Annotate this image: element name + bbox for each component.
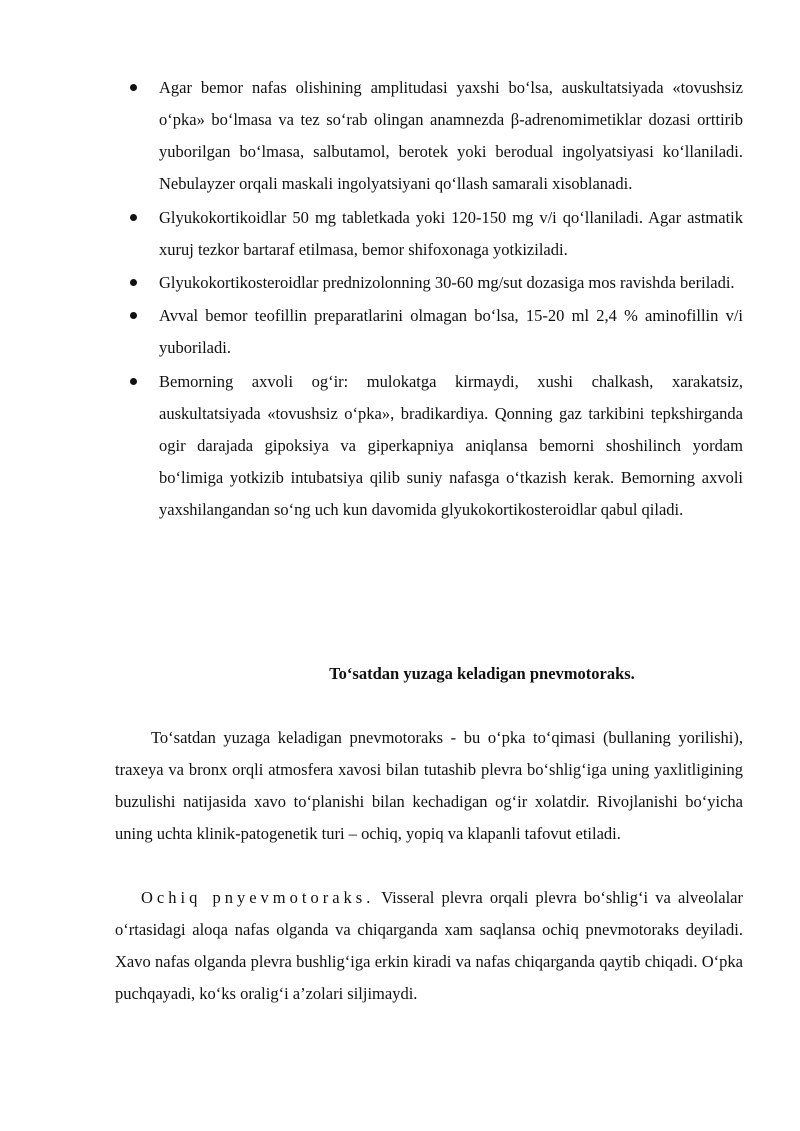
list-item-text: Bemorning axvoli og‘ir: mulokatga kirmaydi, xushi chalkash, xarakatsiz, auskultatsiyada «tovushsiz o‘pka», bradikardiya. Qonning gaz tarkibini tepkshirganda ogir darajada gipoksiya va giperkapniya aniqlansa bemorni shoshilinch yordam bo‘limiga yotkizib intubatsiya qilib suniy nafasga o‘tkazish kerak. Bemorning axvoli yaxshilangandan so‘ng uch kun davomida glyukokortikosteroidlar qabul qiladi. [159, 371, 743, 519]
section-heading: To‘satdan yuzaga keladigan pnevmotoraks. [329, 664, 635, 683]
list-item [118, 366, 743, 526]
list-item [118, 267, 743, 299]
paragraph-text: Visseral plevra orqali plevra bo‘shlig‘i va alveolalar o‘rtasidagi aloqa nafas olganda va chiqarganda xam saqlansa ochiq pnevmotoraks deyiladi. Xavo nafas olganda plevra bushlig‘iga erkin kiradi va nafas chiqarganda qaytib chiqadi. O‘pka puchqayadi, ko‘ks oralig‘i a’zolari siljimaydi. [115, 888, 743, 1003]
bullet-icon [130, 84, 137, 91]
bullet-icon [130, 312, 137, 319]
list-item-text: Glyukokortikosteroidlar prednizolonning 30-60 mg/sut dozasiga mos ravishda beriladi. [159, 272, 735, 292]
bullet-icon [130, 378, 137, 385]
list-item-text: Agar bemor nafas olishining amplitudasi yaxshi bo‘lsa, auskultatsiyada «tovushsiz o‘pka» bo‘lmasa va tez so‘rab olingan anamnezda β-adrenomimetiklar dozasi orttirib yuborilgan bo‘lmasa, salbutamol, berotek yoki berodual ingolyatsiyasi ko‘llaniladi. Nebulayzer orqali maskali ingolyatsiyani qo‘llash samarali xisoblanadi. [159, 78, 743, 194]
bullet-icon [130, 214, 137, 221]
bullet-icon [130, 279, 137, 286]
list-item [118, 300, 743, 364]
list-item [118, 202, 743, 266]
paragraph-definition: To‘satdan yuzaga keladigan pnevmotoraks - bu o‘pka to‘qimasi (bullaning yorilishi), traxeya va bronx orqli atmosfera xavosi bilan tutashib plevra bo‘shlig‘iga uning yaxlitligining buzulishi natijasida xavo to‘planishi bilan kechadigan og‘ir xolatdir. Rivojlanishi bo‘yicha uning uchta klinik-patogenetik turi – ochiq, yopiq va klapanli tafovut etiladi. [115, 728, 743, 843]
list-item-text: Avval bemor teofillin preparatlarini olmagan bo‘lsa, 15-20 ml 2,4 % aminofillin v/i yuboriladi. [159, 306, 743, 358]
term-label: Ochiq pnyevmotoraks. [141, 888, 375, 907]
list-item-text: Glyukokortikoidlar 50 mg tabletkada yoki 120-150 mg v/i qo‘llaniladi. Agar astmatik xuruj tezkor bartaraf etilmasa, bemor shifoxonaga yotkiziladi. [159, 207, 743, 259]
list-item [118, 72, 743, 200]
paragraph-open-pneumothorax [115, 882, 743, 1010]
bullet-list [118, 72, 743, 527]
